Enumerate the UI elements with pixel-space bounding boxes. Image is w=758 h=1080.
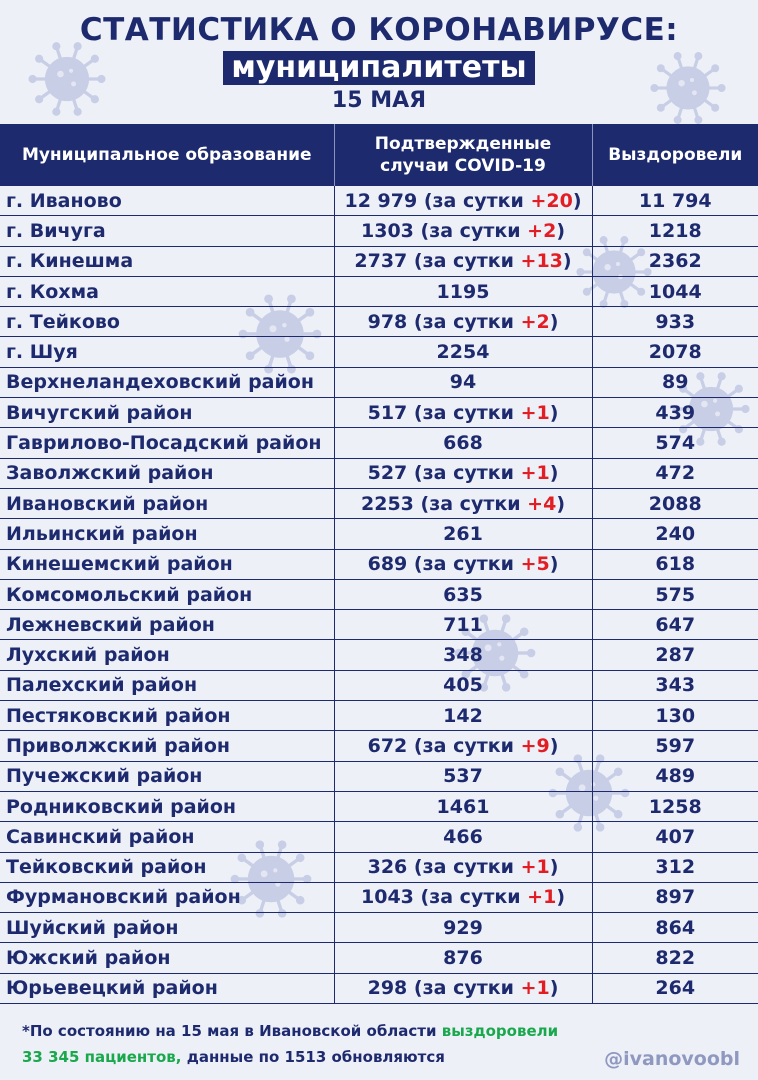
municipality-name: Ивановский район: [0, 488, 334, 518]
municipality-name: Верхнеландеховский район: [0, 367, 334, 397]
table-row: [0, 610, 758, 640]
daily-increase: +2: [520, 310, 550, 333]
confirmed-cases: 978 (за сутки +2): [334, 307, 592, 337]
confirmed-cases: 929: [334, 913, 592, 943]
table-row: [0, 549, 758, 579]
confirmed-cases: 261: [334, 519, 592, 549]
municipality-name: Комсомольский район: [0, 579, 334, 609]
recovered-count: 240: [592, 519, 758, 549]
municipality-name: Ильинский район: [0, 519, 334, 549]
municipality-name: Палехский район: [0, 670, 334, 700]
municipality-name: Шуйский район: [0, 913, 334, 943]
table-row: [0, 913, 758, 943]
confirmed-cases: 635: [334, 579, 592, 609]
table-row: [0, 973, 758, 1003]
daily-increase: +5: [520, 553, 550, 576]
recovered-count: 11 794: [592, 186, 758, 216]
table-row: [0, 761, 758, 791]
recovered-count: 574: [592, 428, 758, 458]
confirmed-cases: 298 (за сутки +1): [334, 973, 592, 1003]
recovered-count: 312: [592, 852, 758, 882]
confirmed-cases: 689 (за сутки +5): [334, 549, 592, 579]
table-row: [0, 701, 758, 731]
column-header-municipality: Муниципальное образование: [0, 124, 334, 186]
recovered-count: 618: [592, 549, 758, 579]
confirmed-cases: 2253 (за сутки +4): [334, 488, 592, 518]
recovered-count: 287: [592, 640, 758, 670]
recovered-count: 407: [592, 822, 758, 852]
confirmed-cases: 12 979 (за сутки +20): [334, 186, 592, 216]
municipality-name: Савинский район: [0, 822, 334, 852]
recovered-count: 472: [592, 458, 758, 488]
page-subtitle: муниципалитеты: [223, 51, 534, 85]
municipality-name: г. Кинешма: [0, 246, 334, 276]
daily-increase: +1: [520, 977, 550, 1000]
recovered-count: 647: [592, 610, 758, 640]
statistics-table: [0, 124, 758, 1004]
table-row: [0, 579, 758, 609]
confirmed-cases: 1461: [334, 791, 592, 821]
table-row: [0, 519, 758, 549]
table-body: [0, 186, 758, 1004]
municipality-name: Лухский район: [0, 640, 334, 670]
confirmed-cases: 405: [334, 670, 592, 700]
recovered-count: 897: [592, 882, 758, 912]
recovered-count: 1258: [592, 791, 758, 821]
recovered-count: 2078: [592, 337, 758, 367]
confirmed-cases: 527 (за сутки +1): [334, 458, 592, 488]
municipality-name: г. Шуя: [0, 337, 334, 367]
recovered-count: 933: [592, 307, 758, 337]
municipality-name: Юрьевецкий район: [0, 973, 334, 1003]
municipality-name: г. Кохма: [0, 276, 334, 306]
report-date: 15 МАЯ: [331, 88, 427, 113]
table-row: [0, 791, 758, 821]
confirmed-cases: 94: [334, 367, 592, 397]
table-row: [0, 337, 758, 367]
table-row: [0, 822, 758, 852]
table-header-row: [0, 124, 758, 186]
daily-increase: +1: [520, 462, 550, 485]
municipality-name: г. Вичуга: [0, 216, 334, 246]
table-row: [0, 882, 758, 912]
recovered-count: 89: [592, 367, 758, 397]
daily-increase: +1: [520, 401, 550, 424]
footnote: *По состоянию на 15 мая в Ивановской области выздоровели 33 345 пациентов, данные по 1513 обновляются: [22, 1022, 559, 1066]
confirmed-cases: 876: [334, 943, 592, 973]
table-row: [0, 428, 758, 458]
social-handle: @ivanovoobl: [604, 1048, 740, 1070]
municipality-name: Тейковский район: [0, 852, 334, 882]
daily-increase: +4: [527, 492, 557, 515]
confirmed-cases: 1303 (за сутки +2): [334, 216, 592, 246]
daily-increase: +1: [520, 856, 550, 879]
municipality-name: Заволжский район: [0, 458, 334, 488]
recovered-count: 489: [592, 761, 758, 791]
page-title: СТАТИСТИКА О КОРОНАВИРУСЕ:: [79, 12, 679, 48]
confirmed-cases: 1043 (за сутки +1): [334, 882, 592, 912]
table-row: [0, 398, 758, 428]
municipality-name: Вичугский район: [0, 398, 334, 428]
recovered-count: 575: [592, 579, 758, 609]
table-row: [0, 731, 758, 761]
table-row: [0, 943, 758, 973]
recovered-count: 439: [592, 398, 758, 428]
confirmed-cases: 2254: [334, 337, 592, 367]
recovered-count: 343: [592, 670, 758, 700]
recovered-count: 1218: [592, 216, 758, 246]
table-row: [0, 216, 758, 246]
table-row: [0, 367, 758, 397]
confirmed-cases: 326 (за сутки +1): [334, 852, 592, 882]
daily-increase: +20: [530, 189, 573, 212]
municipality-name: г. Иваново: [0, 186, 334, 216]
municipality-name: Лежневский район: [0, 610, 334, 640]
recovered-count: 130: [592, 701, 758, 731]
confirmed-cases: 517 (за сутки +1): [334, 398, 592, 428]
municipality-name: Кинешемский район: [0, 549, 334, 579]
confirmed-cases: 466: [334, 822, 592, 852]
confirmed-cases: 672 (за сутки +9): [334, 731, 592, 761]
table-row: [0, 852, 758, 882]
municipality-name: Родниковский район: [0, 791, 334, 821]
table-row: [0, 670, 758, 700]
column-header-recovered: Выздоровели: [592, 124, 758, 186]
recovered-count: 597: [592, 731, 758, 761]
municipality-name: Гаврилово-Посадский район: [0, 428, 334, 458]
confirmed-cases: 142: [334, 701, 592, 731]
confirmed-cases: 537: [334, 761, 592, 791]
daily-increase: +1: [527, 886, 557, 909]
header: [0, 0, 758, 124]
recovered-count: 2362: [592, 246, 758, 276]
municipality-name: Приволжский район: [0, 731, 334, 761]
daily-increase: +2: [527, 219, 557, 242]
daily-increase: +9: [520, 734, 550, 757]
confirmed-cases: 2737 (за сутки +13): [334, 246, 592, 276]
recovered-count: 2088: [592, 488, 758, 518]
confirmed-cases: 668: [334, 428, 592, 458]
recovered-count: 264: [592, 973, 758, 1003]
column-header-confirmed: Подтвержденные случаи COVID-19: [334, 124, 592, 186]
municipality-name: Южский район: [0, 943, 334, 973]
municipality-name: Фурмановский район: [0, 882, 334, 912]
confirmed-cases: 1195: [334, 276, 592, 306]
municipality-name: Пестяковский район: [0, 701, 334, 731]
table-row: [0, 488, 758, 518]
table-row: [0, 307, 758, 337]
table-row: [0, 276, 758, 306]
recovered-count: 1044: [592, 276, 758, 306]
recovered-count: 864: [592, 913, 758, 943]
table-row: [0, 246, 758, 276]
daily-increase: +13: [520, 250, 563, 273]
table-row: [0, 640, 758, 670]
table-row: [0, 458, 758, 488]
municipality-name: Пучежский район: [0, 761, 334, 791]
table-row: [0, 186, 758, 216]
recovered-count: 822: [592, 943, 758, 973]
municipality-name: г. Тейково: [0, 307, 334, 337]
confirmed-cases: 711: [334, 610, 592, 640]
confirmed-cases: 348: [334, 640, 592, 670]
